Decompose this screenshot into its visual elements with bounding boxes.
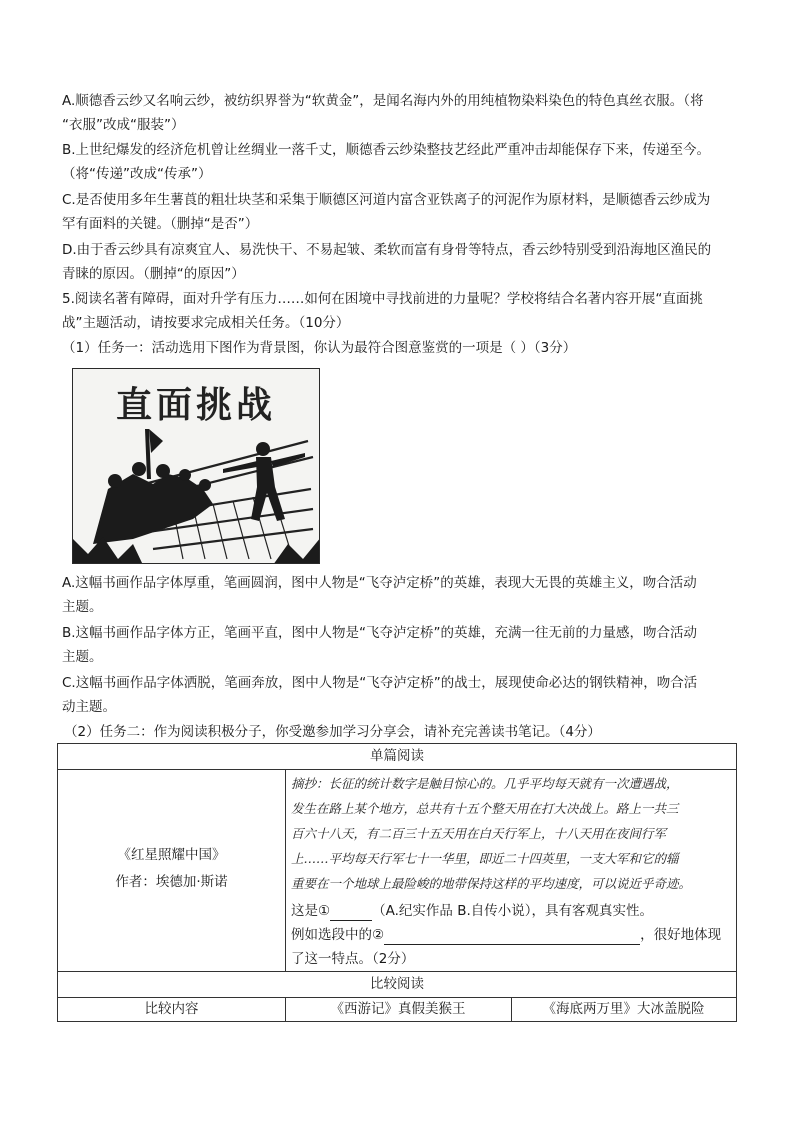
journey-to-the-west-column: 《西游记》真假美猴王 [330,1001,466,1017]
task1-option-c-line2: 动主题。 [62,699,116,715]
task-2-prompt: （2）任务二：作为阅读积极分子，你受邀参加学习分享会，请补充完善读书笔记。（4分） [64,724,601,740]
book-author: 作者：埃德加·斯诺 [115,874,228,890]
question-5-line2: 战”主题活动，请按要求完成相关任务。（10分） [62,315,350,331]
task1-option-b-line2: 主题。 [62,649,103,665]
twenty-thousand-leagues-column: 《海底两万里》大冰盖脱险 [542,1001,705,1017]
option-b-line2: （将“传递”改成“传承”） [62,166,212,182]
excerpt-line-5: 重要在一个地球上最险峻的地带保持这样的平均速度，可以说近乎奇迹。 [291,876,692,891]
fill-blank-1-suffix: （A.纪实作品 B.自传小说），具有客观真实性。 [372,903,653,919]
option-d-line2: 青睐的原因。（删掉“的原因”） [62,266,245,282]
reading-notes-table [57,743,737,1022]
question-5-line1: 5.阅读名著有障碍，面对升学有压力……如何在困境中寻找前进的力量呢？学校将结合名著内容开展“直面挑 [62,291,703,307]
task1-option-b-line1: B.这幅书画作品字体方正，笔画平直，图中人物是“飞夺泸定桥”的英雄，充满一往无前的力量感，吻合活动 [62,625,698,641]
answer-blank-1[interactable] [330,906,372,921]
fill-blank-2-line [291,925,721,945]
challenge-woodcut-figure [72,368,320,564]
task-1-prompt: （1）任务一：活动选用下图作为背景图，你认为最符合图意鉴赏的一项是（ ）（3分） [62,340,577,356]
fill-blank-1-line [291,901,653,921]
comparative-reading-header: 比较阅读 [370,976,424,992]
option-d-line1: D.由于香云纱具有凉爽宜人、易洗快干、不易起皱、柔软而富有身骨等特点，香云纱特别受到沿海地区渔民的 [62,242,712,258]
option-b-line1: B.上世纪爆发的经济危机曾让丝绸业一落千丈，顺德香云纱染整技艺经此严重冲击却能保存下来，传递至今。 [62,142,711,158]
option-c-line1: C.是否使用多年生薯莨的粗壮块茎和采集于顺德区河道内富含亚铁离子的河泥作为原材料，是顺德香云纱成为 [62,192,711,208]
excerpt-line-3: 百六十八天，有二百三十五天用在白天行军上，十八天用在夜间行军 [291,826,667,841]
task1-option-a-line1: A.这幅书画作品字体厚重，笔画圆润，图中人物是“飞夺泸定桥”的英雄，表现大无畏的英雄主义，吻合活动 [62,575,697,591]
single-reading-header: 单篇阅读 [370,748,424,764]
excerpt-line-2: 发生在路上某个地方，总共有十五个整天用在打大决战上。路上一共三 [291,801,679,816]
compare-content-label: 比较内容 [144,1001,199,1017]
option-a-line2: “衣服”改成“服装”） [62,117,185,133]
task1-option-c-line1: C.这幅书画作品字体洒脱，笔画奔放，图中人物是“飞夺泸定桥”的战士，展现使命必达的钢铁精神，吻合活 [62,675,698,691]
fill-blank-2-prefix: 例如选段中的② [291,927,385,943]
fill-blank-2-suffix: ，很好地体现 [640,927,722,943]
fill-blank-3-line: 了这一特点。（2分） [291,951,415,967]
bridge-soldiers-illustration [73,369,320,564]
excerpt-line-1: 摘抄：长征的统计数字是触目惊心的。几乎平均每天就有一次遭遇战， [291,776,679,791]
task1-option-a-line2: 主题。 [62,599,103,615]
option-c-line2: 罕有面料的关键。（删掉“是否”） [62,216,259,232]
option-a-line1: A.顺德香云纱又名响云纱，被纺织界誉为“软黄金”，是闻名海内外的用纯植物染料染色的特色真丝衣服。（将 [62,93,704,109]
fill-blank-1-prefix: 这是① [291,903,331,919]
book-title: 《红星照耀中国》 [117,847,226,863]
answer-blank-2[interactable] [384,930,640,945]
excerpt-line-4: 上……平均每天行军七十一华里，即近二十四英里，一支大军和它的辎 [291,851,679,866]
figure-calligraphy-title: 直面挑战 [115,384,276,426]
